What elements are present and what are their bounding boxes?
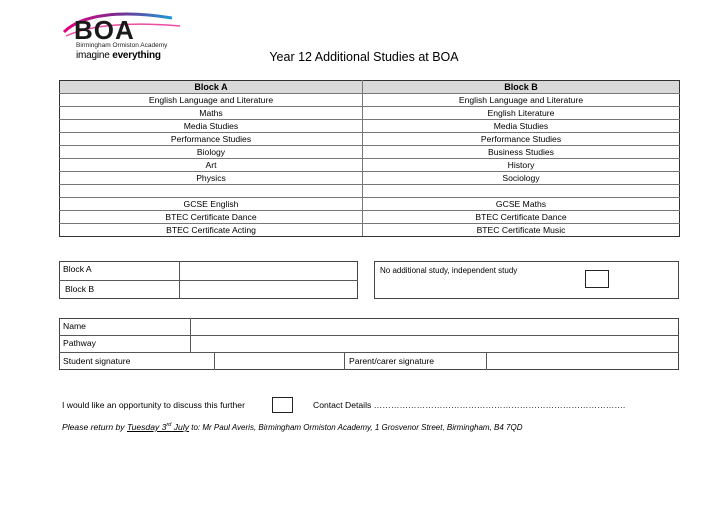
discuss-further-checkbox[interactable] [272, 397, 293, 413]
logo-subtitle: Birmingham Ormiston Academy [76, 42, 168, 49]
table-row [60, 107, 680, 120]
block-b-label: Block B [65, 284, 95, 294]
block-a-subject: English Language and Literature [60, 94, 363, 107]
block-b-subject: Sociology [363, 172, 680, 185]
page-title: Year 12 Additional Studies at BOA [269, 50, 459, 64]
table-row [60, 224, 680, 237]
name-field[interactable] [192, 319, 678, 334]
block-b-subject: BTEC Certificate Music [363, 224, 680, 237]
parent-signature-field[interactable] [488, 353, 678, 369]
logo-tagline: imagine everything [76, 50, 161, 61]
contact-details-field[interactable]: Contact Details ……………………………………………………………………………. [313, 400, 626, 410]
block-b-choice-field[interactable] [181, 281, 357, 298]
block-a-subject: Biology [60, 146, 363, 159]
table-row [60, 146, 680, 159]
student-signature-field[interactable] [216, 353, 343, 369]
block-a-subject: Physics [60, 172, 363, 185]
logo-mark-text: BOA [74, 15, 135, 42]
table-row [60, 172, 680, 185]
student-signature-label: Student signature [63, 356, 131, 366]
block-a-header: Block A [60, 81, 363, 94]
table-row [60, 133, 680, 146]
block-a-subject: Art [60, 159, 363, 172]
block-a-label: Block A [63, 264, 92, 274]
block-a-subject: Maths [60, 107, 363, 120]
block-a-subject: BTEC Certificate Dance [60, 211, 363, 224]
block-a-subject: Media Studies [60, 120, 363, 133]
pathway-label: Pathway [63, 338, 96, 348]
block-a-subject: BTEC Certificate Acting [60, 224, 363, 237]
table-row [60, 120, 680, 133]
name-label: Name [63, 321, 86, 331]
block-a-subject: Performance Studies [60, 133, 363, 146]
block-b-subject: English Literature [363, 107, 680, 120]
block-b-subject [363, 185, 680, 198]
block-a-subject: GCSE English [60, 198, 363, 211]
table-row [60, 211, 680, 224]
block-a-subject [60, 185, 363, 198]
block-b-header: Block B [363, 81, 680, 94]
block-b-subject: BTEC Certificate Dance [363, 211, 680, 224]
no-additional-study-label: No additional study, independent study [380, 266, 518, 275]
block-b-subject: Media Studies [363, 120, 680, 133]
boa-logo-mark-icon [62, 12, 186, 42]
no-additional-study-checkbox[interactable] [585, 270, 609, 288]
subject-blocks-table [59, 80, 680, 237]
pathway-field[interactable] [192, 336, 678, 351]
block-b-subject: Performance Studies [363, 133, 680, 146]
block-b-subject: Business Studies [363, 146, 680, 159]
return-instructions: Please return by Tuesday 3rd July to: Mr Paul Averis, Birmingham Ormiston Academy, 1 Grosvenor Street, Birmingham, B4 7QD [62, 422, 523, 432]
table-row [60, 198, 680, 211]
block-b-subject: History [363, 159, 680, 172]
table-row [60, 159, 680, 172]
block-b-subject: GCSE Maths [363, 198, 680, 211]
discuss-further-label: I would like an opportunity to discuss this further [62, 400, 245, 410]
parent-signature-label: Parent/carer signature [349, 356, 435, 366]
table-row [60, 185, 680, 198]
table-row [60, 94, 680, 107]
block-a-choice-field[interactable] [181, 262, 357, 279]
block-b-subject: English Language and Literature [363, 94, 680, 107]
